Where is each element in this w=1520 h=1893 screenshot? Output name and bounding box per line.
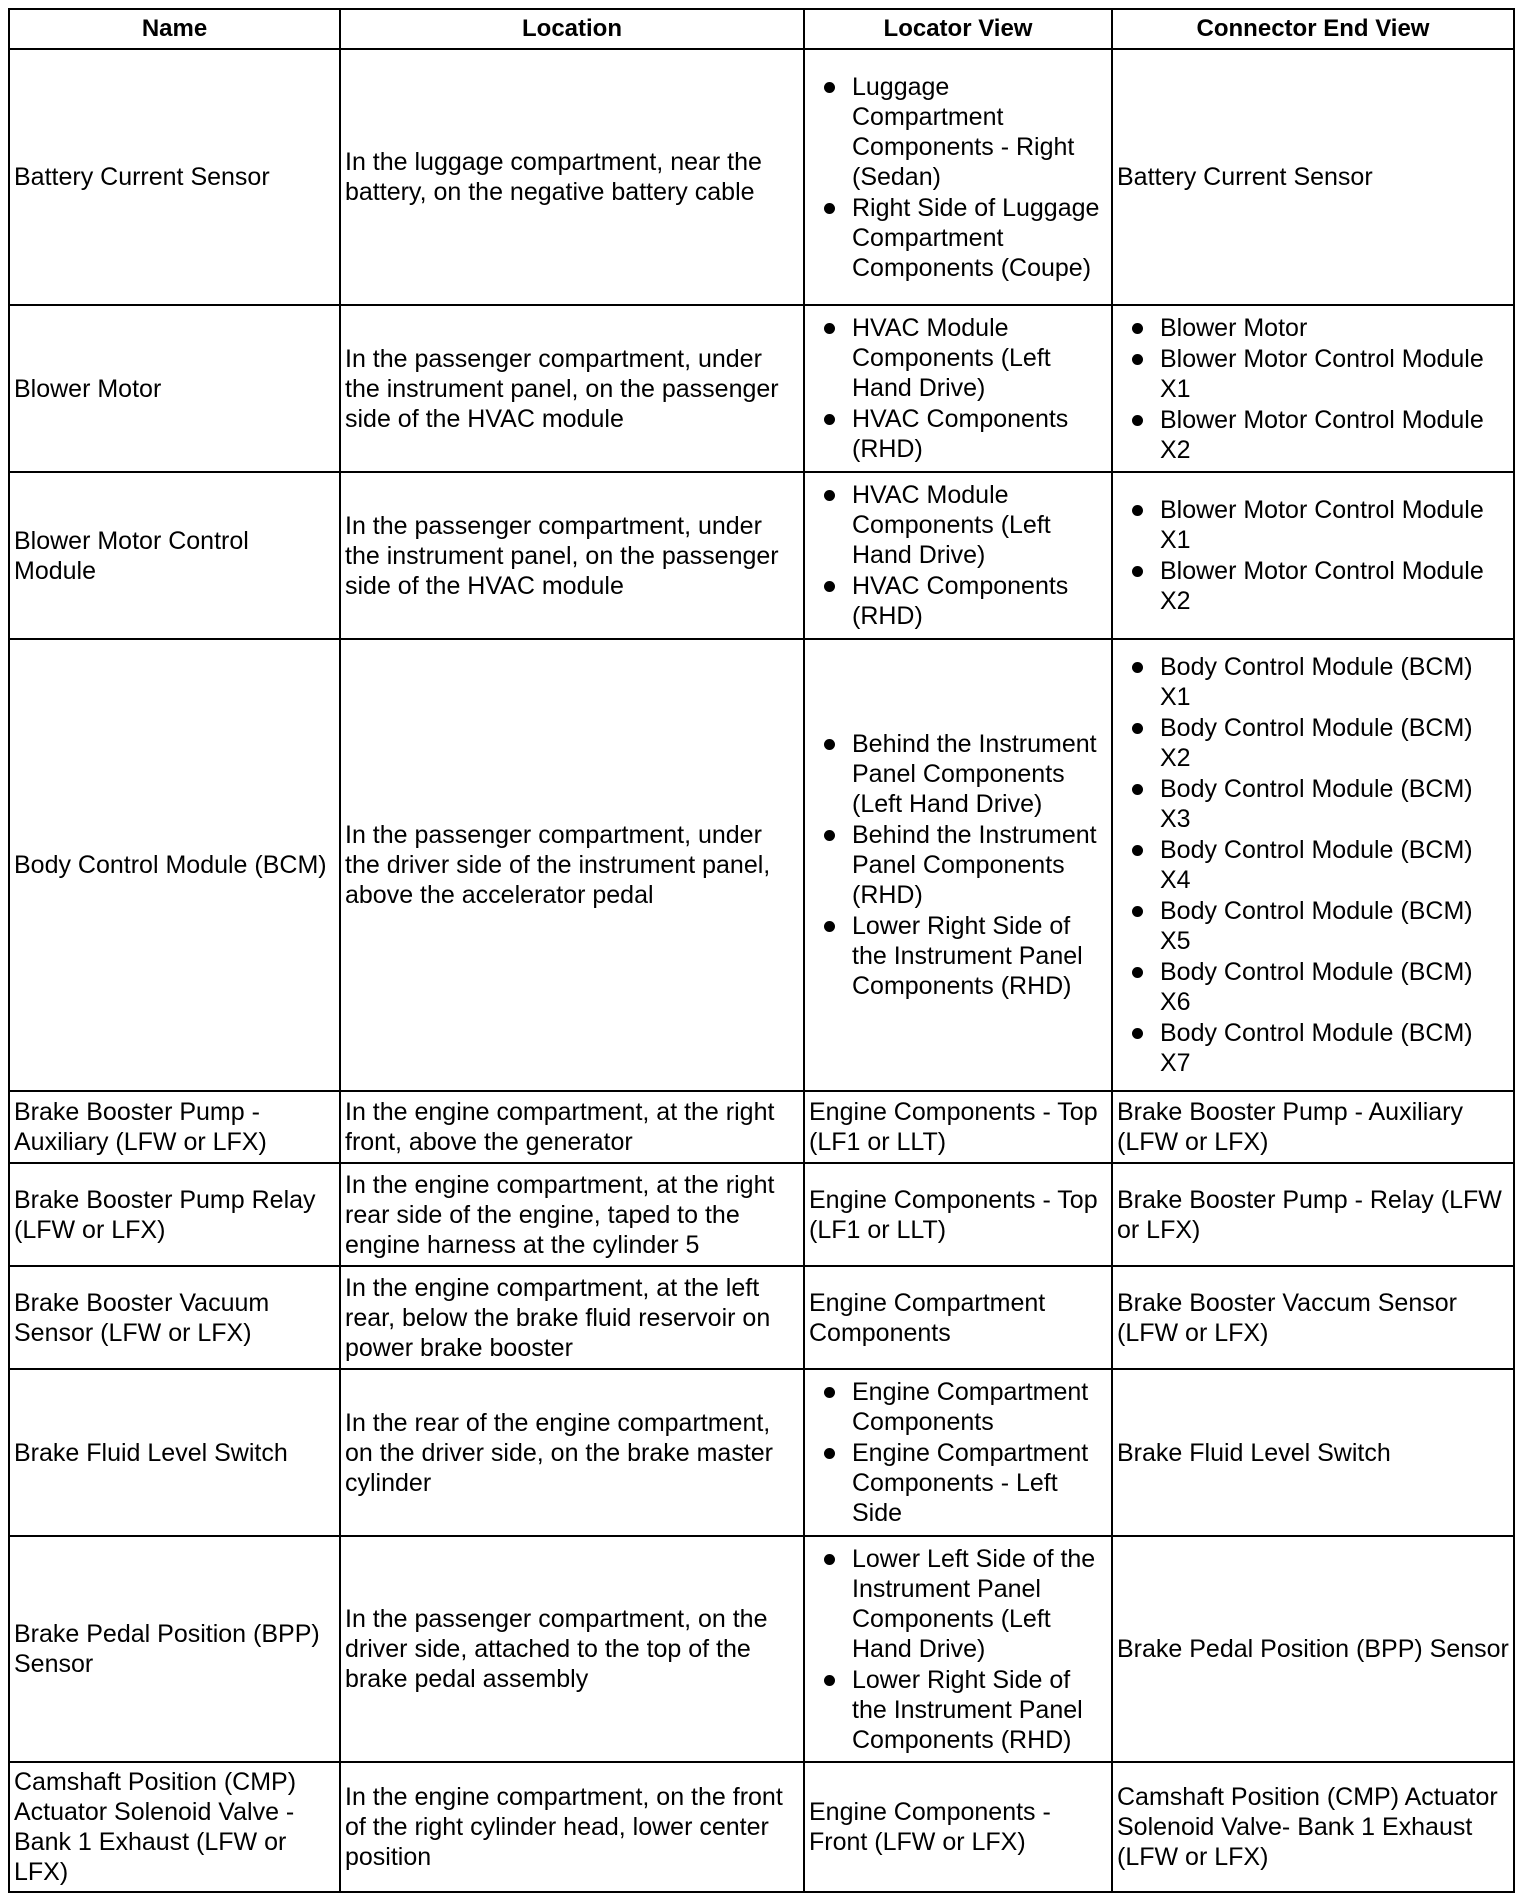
locator-list bbox=[809, 729, 1107, 1001]
locator-item: Engine Compartment Components bbox=[809, 1377, 1107, 1437]
cell-locator-view bbox=[804, 639, 1112, 1091]
cell-location: In the passenger compartment, under the instrument panel, on the passenger side of the HVAC module bbox=[340, 305, 804, 472]
connector-item: Body Control Module (BCM) X5 bbox=[1117, 896, 1509, 956]
cell-connector-view: Brake Booster Vaccum Sensor (LFW or LFX) bbox=[1112, 1266, 1514, 1369]
table-row bbox=[9, 1091, 1514, 1163]
table-row bbox=[9, 1369, 1514, 1536]
locator-list bbox=[809, 480, 1107, 631]
cell-locator-view bbox=[804, 305, 1112, 472]
locator-list bbox=[809, 313, 1107, 464]
header-row bbox=[9, 9, 1514, 49]
locator-item: Lower Right Side of the Instrument Panel Components (RHD) bbox=[809, 1665, 1107, 1755]
locator-item: Lower Left Side of the Instrument Panel Components (Left Hand Drive) bbox=[809, 1544, 1107, 1664]
connector-item: Body Control Module (BCM) X3 bbox=[1117, 774, 1509, 834]
connector-item: Blower Motor bbox=[1117, 313, 1509, 343]
document-page bbox=[8, 8, 1513, 1884]
table-row bbox=[9, 49, 1514, 305]
table-row bbox=[9, 1163, 1514, 1266]
cell-name: Brake Fluid Level Switch bbox=[9, 1369, 340, 1536]
cell-name: Body Control Module (BCM) bbox=[9, 639, 340, 1091]
cell-connector-view bbox=[1112, 639, 1514, 1091]
cell-location: In the passenger compartment, on the driver side, attached to the top of the brake pedal assembly bbox=[340, 1536, 804, 1762]
cell-name: Brake Pedal Position (BPP) Sensor bbox=[9, 1536, 340, 1762]
cell-locator-view bbox=[804, 1369, 1112, 1536]
cell-locator-view bbox=[804, 1536, 1112, 1762]
cell-location: In the luggage compartment, near the battery, on the negative battery cable bbox=[340, 49, 804, 305]
header-name: Name bbox=[9, 9, 340, 49]
connector-list bbox=[1117, 495, 1509, 616]
locator-item: Right Side of Luggage Compartment Components (Coupe) bbox=[809, 193, 1107, 283]
cell-connector-view bbox=[1112, 305, 1514, 472]
cell-connector-view: Battery Current Sensor bbox=[1112, 49, 1514, 305]
cell-name: Blower Motor Control Module bbox=[9, 472, 340, 639]
cell-location: In the passenger compartment, under the instrument panel, on the passenger side of the HVAC module bbox=[340, 472, 804, 639]
connector-item: Body Control Module (BCM) X7 bbox=[1117, 1018, 1509, 1078]
locator-item: Lower Right Side of the Instrument Panel Components (RHD) bbox=[809, 911, 1107, 1001]
connector-item: Blower Motor Control Module X1 bbox=[1117, 344, 1509, 404]
cell-location: In the engine compartment, at the right rear side of the engine, taped to the engine harness at the cylinder 5 bbox=[340, 1163, 804, 1266]
header-location: Location bbox=[340, 9, 804, 49]
cell-location: In the engine compartment, at the right front, above the generator bbox=[340, 1091, 804, 1163]
locator-list bbox=[809, 1377, 1107, 1528]
connector-item: Body Control Module (BCM) X1 bbox=[1117, 652, 1509, 712]
cell-location: In the rear of the engine compartment, on the driver side, on the brake master cylinder bbox=[340, 1369, 804, 1536]
cell-name: Camshaft Position (CMP) Actuator Solenoid Valve - Bank 1 Exhaust (LFW or LFX) bbox=[9, 1762, 340, 1892]
cell-name: Blower Motor bbox=[9, 305, 340, 472]
cell-connector-view: Camshaft Position (CMP) Actuator Solenoid Valve- Bank 1 Exhaust (LFW or LFX) bbox=[1112, 1762, 1514, 1892]
cell-connector-view: Brake Fluid Level Switch bbox=[1112, 1369, 1514, 1536]
locator-item: HVAC Components (RHD) bbox=[809, 571, 1107, 631]
connector-item: Body Control Module (BCM) X2 bbox=[1117, 713, 1509, 773]
connector-list bbox=[1117, 652, 1509, 1078]
header-connector-end-view: Connector End View bbox=[1112, 9, 1514, 49]
connector-item: Blower Motor Control Module X2 bbox=[1117, 556, 1509, 616]
cell-location: In the engine compartment, on the front of the right cylinder head, lower center position bbox=[340, 1762, 804, 1892]
connector-list bbox=[1117, 313, 1509, 465]
cell-connector-view: Brake Booster Pump - Relay (LFW or LFX) bbox=[1112, 1163, 1514, 1266]
table-row bbox=[9, 305, 1514, 472]
locator-item: HVAC Components (RHD) bbox=[809, 404, 1107, 464]
cell-locator-view: Engine Components - Top (LF1 or LLT) bbox=[804, 1091, 1112, 1163]
cell-location: In the engine compartment, at the left rear, below the brake fluid reservoir on power brake booster bbox=[340, 1266, 804, 1369]
cell-location: In the passenger compartment, under the driver side of the instrument panel, above the accelerator pedal bbox=[340, 639, 804, 1091]
cell-connector-view: Brake Pedal Position (BPP) Sensor bbox=[1112, 1536, 1514, 1762]
connector-item: Body Control Module (BCM) X6 bbox=[1117, 957, 1509, 1017]
cell-locator-view bbox=[804, 472, 1112, 639]
header-locator-view: Locator View bbox=[804, 9, 1112, 49]
connector-item: Blower Motor Control Module X1 bbox=[1117, 495, 1509, 555]
cell-name: Brake Booster Pump - Auxiliary (LFW or LFX) bbox=[9, 1091, 340, 1163]
locator-list bbox=[809, 1544, 1107, 1755]
table-row bbox=[9, 639, 1514, 1091]
component-locator-table bbox=[8, 8, 1515, 1893]
cell-connector-view: Brake Booster Pump - Auxiliary (LFW or LFX) bbox=[1112, 1091, 1514, 1163]
locator-item: HVAC Module Components (Left Hand Drive) bbox=[809, 480, 1107, 570]
cell-locator-view bbox=[804, 49, 1112, 305]
connector-item: Blower Motor Control Module X2 bbox=[1117, 405, 1509, 465]
locator-item: Behind the Instrument Panel Components (RHD) bbox=[809, 820, 1107, 910]
cell-name: Brake Booster Pump Relay (LFW or LFX) bbox=[9, 1163, 340, 1266]
table-row bbox=[9, 1536, 1514, 1762]
connector-item: Body Control Module (BCM) X4 bbox=[1117, 835, 1509, 895]
table-row bbox=[9, 1762, 1514, 1892]
locator-item: HVAC Module Components (Left Hand Drive) bbox=[809, 313, 1107, 403]
locator-list bbox=[809, 72, 1107, 283]
cell-locator-view: Engine Components - Top (LF1 or LLT) bbox=[804, 1163, 1112, 1266]
table-row bbox=[9, 1266, 1514, 1369]
table-row bbox=[9, 472, 1514, 639]
cell-name: Brake Booster Vacuum Sensor (LFW or LFX) bbox=[9, 1266, 340, 1369]
cell-locator-view: Engine Components - Front (LFW or LFX) bbox=[804, 1762, 1112, 1892]
cell-locator-view: Engine Compartment Components bbox=[804, 1266, 1112, 1369]
locator-item: Behind the Instrument Panel Components (Left Hand Drive) bbox=[809, 729, 1107, 819]
cell-name: Battery Current Sensor bbox=[9, 49, 340, 305]
cell-connector-view bbox=[1112, 472, 1514, 639]
locator-item: Engine Compartment Components - Left Side bbox=[809, 1438, 1107, 1528]
locator-item: Luggage Compartment Components - Right (Sedan) bbox=[809, 72, 1107, 192]
